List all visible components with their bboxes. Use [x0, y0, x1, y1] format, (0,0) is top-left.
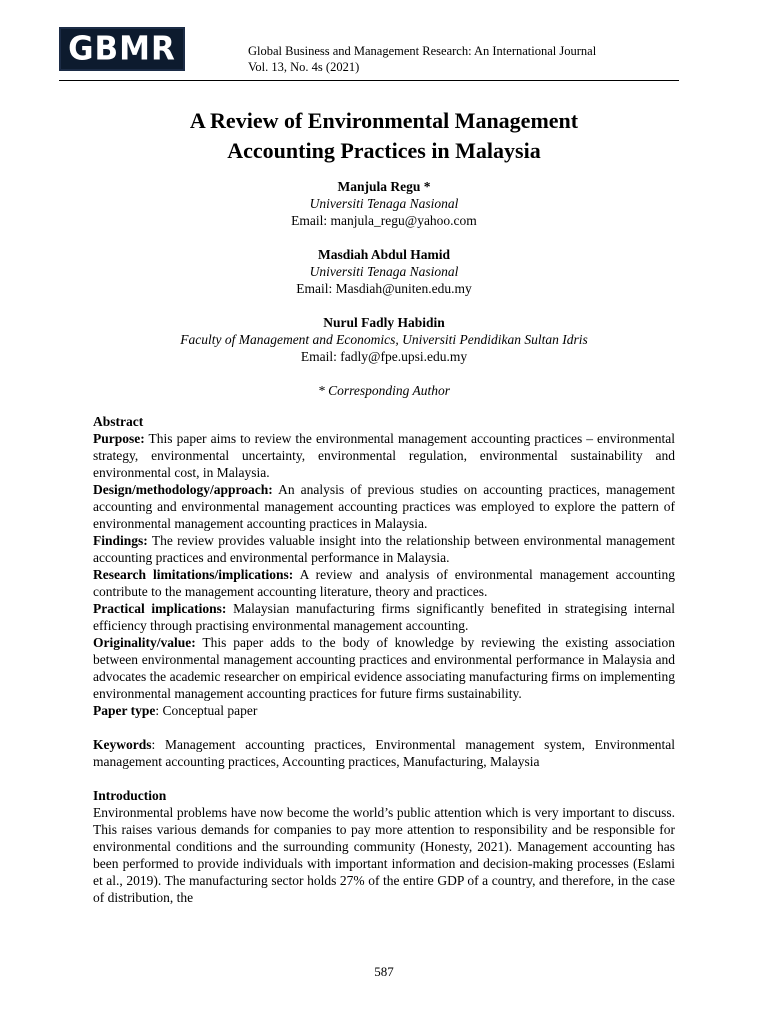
purpose-label: Purpose: [93, 431, 145, 446]
author-email: Email: Masdiah@uniten.edu.my [296, 281, 472, 296]
journal-header [248, 43, 596, 75]
abstract-heading: Abstract [93, 414, 144, 429]
originality-label: Originality/value: [93, 635, 196, 650]
findings-text: The review provides valuable insight into the relationship between environmental management accounting practices and environmental performance in Malaysia. [93, 533, 675, 565]
keywords-text: : Management accounting practices, Environmental management system, Environmental management accounting practices, Accounting practices, Manufacturing, Malaysia [93, 737, 675, 769]
introduction-text: Environmental problems have now become the world’s public attention which is very important to discuss. This raises various demands for companies to pay more attention to responsibility and be responsible for environmental conditions and the surrounding community (Honesty, 2021). Management accounting has been performed to provide individuals with important information and decision-making processes (Eslami et al., 2019). The manufacturing sector holds 27% of the entire GDP of a country, and therefore, in the case of distribution, the [93, 805, 675, 905]
journal-volume: Vol. 13, No. 4s (2021) [248, 60, 360, 74]
logo-text: GBMR [68, 30, 176, 68]
design-label: Design/methodology/approach: [93, 482, 273, 497]
introduction-heading: Introduction [93, 788, 167, 803]
author-affiliation: Universiti Tenaga Nasional [309, 196, 459, 211]
author-2 [94, 246, 674, 297]
abstract-purpose [93, 430, 675, 481]
paper-title [94, 106, 674, 166]
author-name: Nurul Fadly Habidin [323, 315, 445, 330]
paper-body [93, 413, 675, 906]
journal-logo [59, 27, 185, 71]
author-email: Email: fadly@fpe.upsi.edu.my [300, 349, 468, 364]
limitations-label: Research limitations/implications: [93, 567, 294, 582]
abstract-paper-type [93, 702, 675, 719]
abstract-findings [93, 532, 675, 566]
spacer [93, 719, 675, 736]
author-block [94, 178, 674, 399]
design-text: An analysis of previous studies on accounting practices, management accounting and environmental management accounting practices was employed to explore the pattern of environmental management accounting practices in Malaysia. [93, 482, 675, 531]
author-1 [94, 178, 674, 229]
title-line-2: Accounting Practices in Malaysia [227, 138, 541, 163]
author-affiliation: Universiti Tenaga Nasional [309, 264, 459, 279]
author-name: Masdiah Abdul Hamid [317, 247, 451, 262]
abstract-limitations [93, 566, 675, 600]
practical-text: Malaysian manufacturing firms significantly benefited in strategising internal efficiency through practising environmental management accounting. [93, 601, 675, 633]
abstract-practical [93, 600, 675, 634]
keywords [93, 736, 675, 770]
paper-type-text: : Conceptual paper [155, 703, 258, 718]
title-line-1: A Review of Environmental Management [189, 108, 579, 133]
author-3 [94, 314, 674, 365]
keywords-label: Keywords [93, 737, 152, 752]
author-email: Email: manjula_regu@yahoo.com [291, 213, 477, 228]
originality-text: This paper adds to the body of knowledge by reviewing the existing association between environmental management accounting practices and environmental performance in Malaysia and advocates the academic researcher on empirical evidence associating manufacturing firms on implementing environmental management accounting practices for future firms sustainability. [93, 635, 675, 701]
findings-label: Findings: [93, 533, 148, 548]
purpose-text: This paper aims to review the environmental management accounting practices – environmental strategy, environmental uncertainty, environmental regulation, environmental sustainability and environmental cost, in Malaysia. [93, 431, 675, 480]
author-affiliation: Faculty of Management and Economics, Universiti Pendidikan Sultan Idris [180, 332, 588, 347]
journal-title: Global Business and Management Research: An International Journal [248, 44, 597, 58]
corresponding-author-note: * Corresponding Author [317, 383, 450, 398]
practical-label: Practical implications: [93, 601, 227, 616]
header-rule [59, 80, 679, 81]
paper-type-label: Paper type [93, 703, 156, 718]
abstract-design [93, 481, 675, 532]
spacer [93, 770, 675, 787]
abstract-originality [93, 634, 675, 702]
author-name: Manjula Regu * [337, 179, 431, 194]
page-number: 587 [374, 964, 394, 979]
limitations-text: A review and analysis of environmental management accounting contribute to the management accounting literature, theory and practices. [93, 567, 675, 599]
